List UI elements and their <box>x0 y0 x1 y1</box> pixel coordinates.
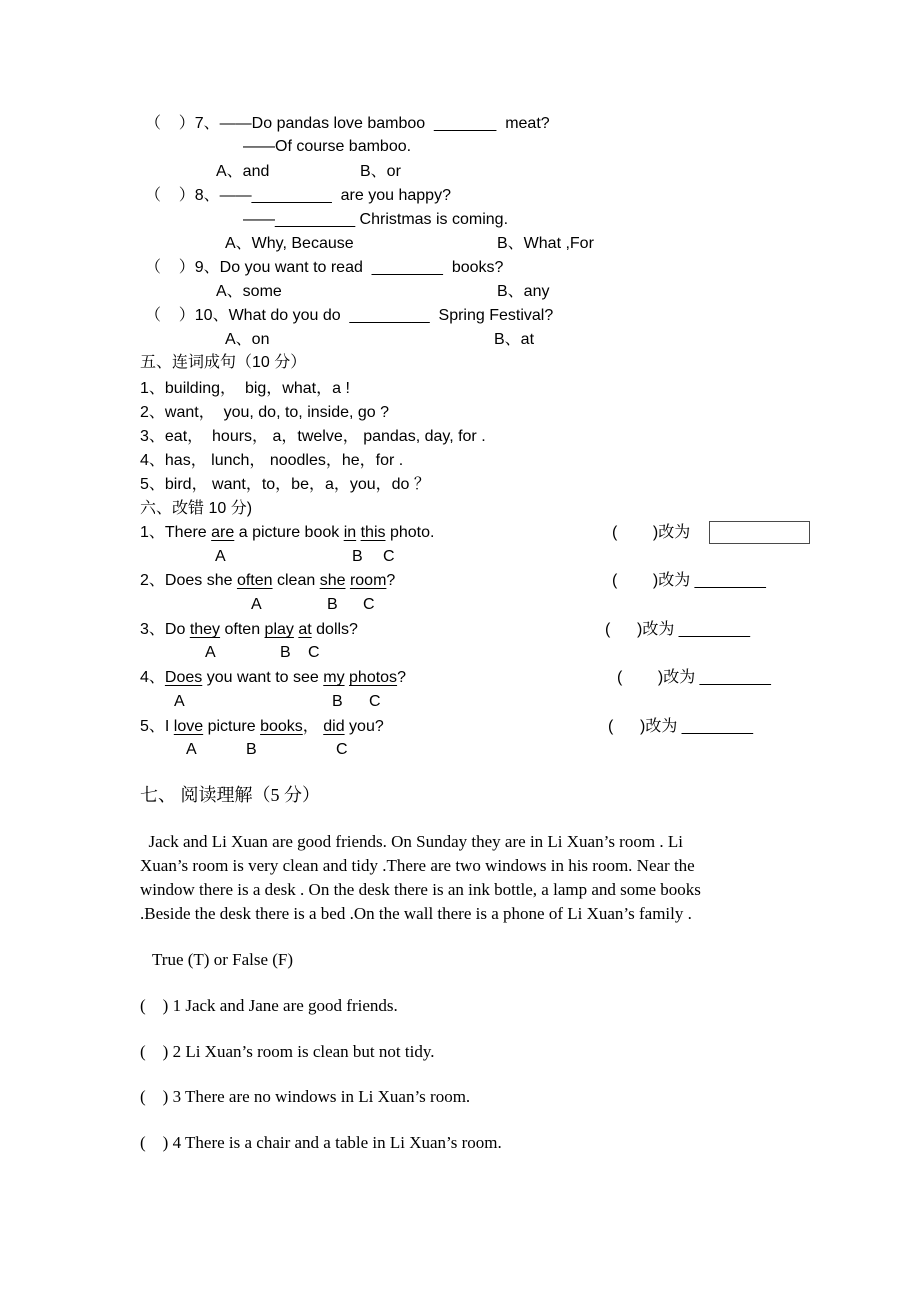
underlined-word: my <box>323 669 345 686</box>
correction-3-label-c: C <box>308 644 320 661</box>
correction-2-label-a: A <box>251 596 262 613</box>
passage-line-2: Xuan’s room is very clean and tidy .There are two windows in his room. Near the <box>140 856 695 875</box>
correction-5-label-b: B <box>246 741 257 758</box>
underlined-word: at <box>298 621 312 638</box>
correction-3-label-b: B <box>280 644 291 661</box>
text-segment: you? <box>344 718 384 735</box>
text-segment: a picture book <box>234 524 344 541</box>
q8-line1: （ ）8、——_________ are you happy? <box>145 187 451 204</box>
correction-3-label-a: A <box>205 644 216 661</box>
q9-option-b: B、any <box>497 283 550 300</box>
passage-line-4: .Beside the desk there is a bed .On the wall there is a phone of Li Xuan’s family . <box>140 904 692 923</box>
underlined-word: photos <box>349 669 398 686</box>
correction-1-label-a: A <box>215 548 226 565</box>
text-segment: ， <box>302 718 324 735</box>
section5-item-5: 5、bird， want，to，be，a，you，do ？ <box>140 476 430 493</box>
underlined-word: did <box>323 718 345 735</box>
underlined-word: Does <box>164 669 203 686</box>
correction-3-sentence <box>140 619 358 641</box>
q7-option-a: A、and <box>216 163 270 180</box>
text-segment: 1、There <box>140 524 212 541</box>
passage-line-3: window there is a desk . On the desk there is an ink bottle, a lamp and some books <box>140 880 701 899</box>
text-segment: 5、I <box>140 718 174 735</box>
section5-item-1: 1、building， big，what，a ! <box>140 380 350 397</box>
section7-title: 七、 阅读理解（5 分） <box>140 785 320 805</box>
correction-1-answer-label: ( )改为 <box>612 524 691 541</box>
text-segment: picture <box>203 718 261 735</box>
q9-option-a: A、some <box>216 283 282 300</box>
true-false-item-1: ( ) 1 Jack and Jane are good friends. <box>140 996 398 1015</box>
section5-item-4: 4、has， lunch， noodles，he，for . <box>140 452 404 469</box>
correction-4-answer-label: ( )改为 ________ <box>617 669 771 686</box>
underlined-word: books <box>260 718 303 735</box>
underlined-word: play <box>264 621 294 638</box>
true-false-item-2: ( ) 2 Li Xuan’s room is clean but not tidy. <box>140 1042 435 1061</box>
text-segment: ? <box>397 669 406 686</box>
correction-1-label-b: B <box>352 548 363 565</box>
correction-4-label-c: C <box>369 693 381 710</box>
section5-item-3: 3、eat， hours， a，twelve， pandas, day, for . <box>140 428 486 445</box>
q8-line2: ——_________ Christmas is coming. <box>243 211 509 228</box>
correction-2-label-c: C <box>363 596 375 613</box>
text-segment: clean <box>272 572 320 589</box>
correction-1-label-c: C <box>383 548 395 565</box>
correction-2-sentence <box>140 570 395 592</box>
correction-5-label-a: A <box>186 741 197 758</box>
text-segment: dolls? <box>311 621 358 638</box>
text-segment: photo. <box>385 524 435 541</box>
text-segment: you want to see <box>202 669 324 686</box>
q7-line2: ——Of course bamboo. <box>243 138 412 155</box>
q10-option-b: B、at <box>494 331 535 348</box>
correction-2-answer-label: ( )改为 ________ <box>612 572 766 589</box>
q8-option-a: A、Why, Because <box>225 235 354 252</box>
true-false-item-4: ( ) 4 There is a chair and a table in Li Xuan’s room. <box>140 1133 502 1152</box>
underlined-word: they <box>189 621 221 638</box>
correction-4-sentence <box>140 667 406 689</box>
text-segment: 4、 <box>140 669 165 686</box>
underlined-word: are <box>211 524 235 541</box>
section5-item-2: 2、want， you, do, to, inside, go ? <box>140 404 390 421</box>
correction-5-label-c: C <box>336 741 348 758</box>
underlined-word: often <box>236 572 273 589</box>
correction-3-answer-label: ( )改为 ________ <box>605 621 750 638</box>
underlined-word: this <box>360 524 386 541</box>
true-false-header: True (T) or False (F) <box>152 950 294 969</box>
q7-option-b: B、or <box>360 163 401 180</box>
correction-4-label-b: B <box>332 693 343 710</box>
text-segment: often <box>220 621 265 638</box>
underlined-word: she <box>319 572 346 589</box>
correction-1-sentence <box>140 522 434 544</box>
correction-1-answer-box <box>709 521 810 544</box>
text-segment: 2、Does she <box>140 572 237 589</box>
correction-5-sentence <box>140 716 384 738</box>
q7-line1: （ ）7、——Do pandas love bamboo _______ meat? <box>145 115 550 132</box>
correction-2-label-b: B <box>327 596 338 613</box>
q8-option-b: B、What ,For <box>497 235 594 252</box>
q9-line1: （ ）9、Do you want to read ________ books? <box>145 259 504 276</box>
text-segment: 3、Do <box>140 621 190 638</box>
section6-title: 六、改错 10 分) <box>140 500 253 517</box>
true-false-item-3: ( ) 3 There are no windows in Li Xuan’s room. <box>140 1087 471 1106</box>
q10-line1: （ ）10、What do you do _________ Spring Festival? <box>145 307 554 324</box>
section5-title: 五、连词成句（10 分） <box>140 354 307 371</box>
correction-5-answer-label: ( )改为 ________ <box>608 718 753 735</box>
correction-4-label-a: A <box>174 693 185 710</box>
underlined-word: love <box>173 718 204 735</box>
q10-option-a: A、on <box>225 331 270 348</box>
underlined-word: in <box>343 524 357 541</box>
passage-line-1: Jack and Li Xuan are good friends. On Sunday they are in Li Xuan’s room . Li <box>140 832 683 851</box>
underlined-word: room <box>349 572 387 589</box>
text-segment: ? <box>386 572 396 589</box>
